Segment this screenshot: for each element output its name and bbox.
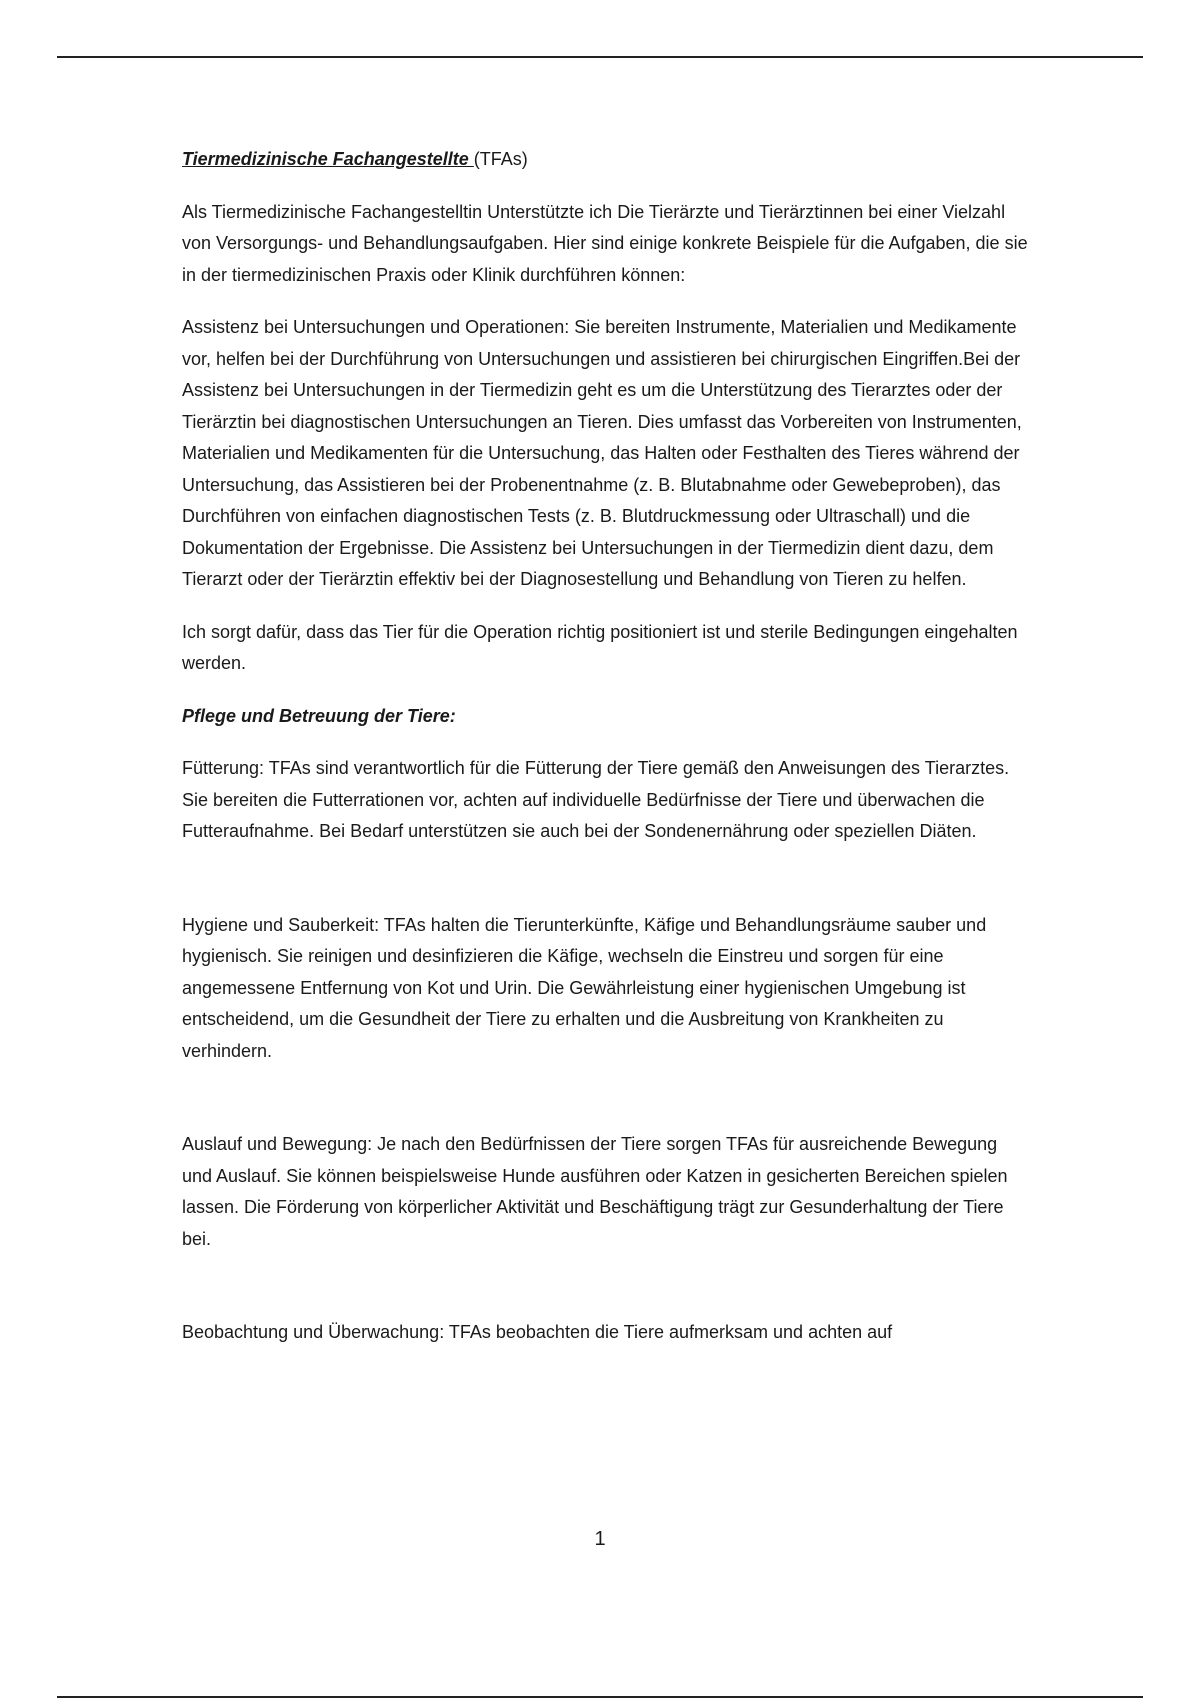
page-number: 1 (594, 1528, 606, 1550)
footer-rule (57, 1696, 1143, 1698)
paragraph-operation: Ich sorgt dafür, dass das Tier für die Operation richtig positioniert ist und sterile Bedingungen eingehalten werden. (182, 621, 1018, 673)
document-body (182, 144, 1028, 1370)
paragraph-intro: Als Tiermedizinische Fachangestelltin Unterstützte ich Die Tierärzte und Tierärztinnen bei einer Vielzahl von Versorgungs- und Behandlungsaufgaben. Hier sind einige konkrete Beispiele für die Aufgaben, die sie in der tiermedizinischen Praxis oder Klinik durchführen können: (182, 201, 1028, 285)
document-title-suffix: (TFAs) (473, 149, 528, 169)
paragraph-assistenz: Assistenz bei Untersuchungen und Operationen: Sie bereiten Instrumente, Materialien und Medikamente vor, helfen bei der Durchführung von Untersuchungen und assistieren bei chirurgischen Eingriffen.Bei der Assistenz bei Untersuchungen in der Tiermedizin geht es um die Unterstützung des Tierarztes oder der Tierärztin bei diagnostischen Untersuchungen an Tieren. Dies umfasst das Vorbereiten von Instrumenten, Materialien und Medikamenten für die Untersuchung, das Halten oder Festhalten des Tieres während der Untersuchung, das Assistieren bei der Probenentnahme (z. B. Blutabnahme oder Gewebeproben), das Durchführen von einfachen diagnostischen Tests (z. B. Blutdruckmessung oder Ultraschall) und die Dokumentation der Ergebnisse. Die Assistenz bei Untersuchungen in der Tiermedizin dient dazu, dem Tierarzt oder der Tierärztin effektiv bei der Diagnosestellung und Behandlung von Tieren zu helfen. (182, 317, 1022, 589)
paragraph-fuetterung: Fütterung: TFAs sind verantwortlich für die Fütterung der Tiere gemäß den Anweisungen des Tierarztes. Sie bereiten die Futterrationen vor, achten auf individuelle Bedürfnisse der Tiere und überwachen die Futteraufnahme. Bei Bedarf unterstützen sie auch bei der Sondenernährung oder speziellen Diäten. (182, 758, 1010, 841)
paragraph-auslauf: Auslauf und Bewegung: Je nach den Bedürfnissen der Tiere sorgen TFAs für ausreichende Bewegung und Auslauf. Sie können beispielsweise Hunde ausführen oder Katzen in gesicherten Bereichen spielen lassen. Die Förderung von körperlicher Aktivität und Beschäftigung trägt zur Gesunderhaltung der Tiere bei. (182, 1134, 1008, 1249)
header-rule (57, 56, 1143, 58)
document-title-line (182, 144, 1028, 176)
paragraph-beobachtung: Beobachtung und Überwachung: TFAs beobachten die Tiere aufmerksam und achten auf (182, 1322, 893, 1342)
document-title: Tiermedizinische Fachangestellte (182, 149, 474, 169)
paragraph-hygiene: Hygiene und Sauberkeit: TFAs halten die Tierunterkünfte, Käfige und Behandlungsräume sauber und hygienisch. Sie reinigen und desinfizieren die Käfige, wechseln die Einstreu und sorgen für eine angemessene Entfernung von Kot und Urin. Die Gewährleistung einer hygienischen Umgebung ist entscheidend, um die Gesundheit der Tiere zu erhalten und die Ausbreitung von Krankheiten zu verhindern. (182, 914, 987, 1061)
section-heading-pflege: Pflege und Betreuung der Tiere: (182, 705, 456, 726)
